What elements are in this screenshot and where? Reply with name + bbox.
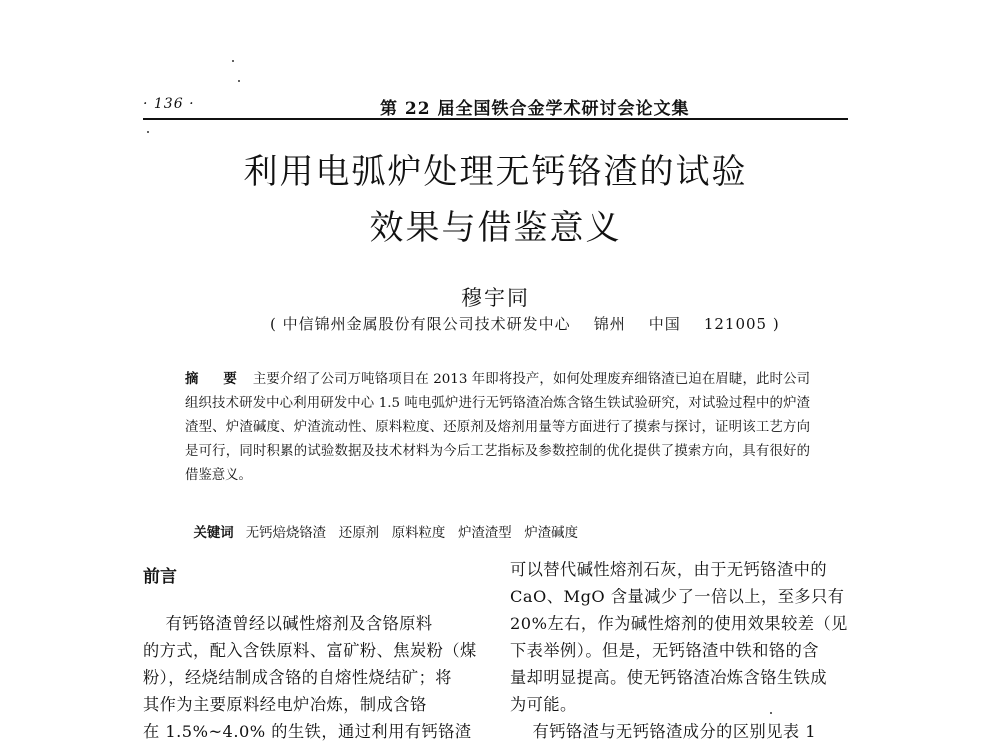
page-number: · 136 ·: [143, 96, 195, 112]
scan-speck: [147, 131, 149, 133]
body-line: 可以替代碱性熔剂石灰，由于无钙铬渣中的: [510, 560, 828, 579]
scan-speck: [238, 80, 240, 82]
scan-speck: [770, 712, 772, 714]
body-line: 有钙铬渣与无钙铬渣成分的区别见表 1: [510, 722, 817, 741]
body-line: 粉），经烧结制成含铬的自熔性烧结矿；将: [143, 668, 452, 687]
keywords: [185, 507, 578, 541]
affiliation: ( 中信锦州金属股份有限公司技术研发中心 锦州 中国 121005 ): [270, 315, 780, 333]
section-heading: 前言: [143, 567, 177, 587]
body-line: 其作为主要原料经电炉冶炼，制成含铬: [143, 695, 427, 714]
body-line: 在 1.5%~4.0% 的生铁，通过利用有钙铬渣: [143, 722, 472, 741]
abstract-label: 摘 要: [185, 371, 247, 387]
body-line: 量却明显提高。使无钙铬渣冶炼含铬生铁成: [510, 668, 828, 687]
journal-header: 第 22 届全国铁合金学术研讨会论文集: [380, 99, 690, 119]
body-line: CaO、MgO 含量减少了一倍以上，至多只有: [510, 587, 845, 606]
body-line: 为可能。: [510, 695, 577, 714]
abstract-text: 主要介绍了公司万吨铬项目在 2013 年即将投产，如何处理废弃细铬渣已迫在眉睫，此时公司组织技术研发中心利用研发中心 1.5 吨电弧炉进行无钙铬渣冶炼含铬生铁试验研究，对试验过程中的炉渣渣型、炉渣碱度、炉渣流动性、原料粒度、还原剂及熔剂用量等方面进行了摸索与探讨，证明该工艺方向是可行，同时积累的试验数据及技术材料为今后工艺指标及参数控制的优化提供了摸索方向，具有很好的借鉴意义。: [185, 372, 810, 483]
body-line: 的方式，配入含铁原料、富矿粉、焦炭粉（煤: [143, 641, 477, 660]
keywords-text: 无钙焙烧铬渣 还原剂 原料粒度 炉渣渣型 炉渣碱度: [245, 526, 578, 541]
header-rule: [143, 118, 848, 120]
body-line: 有钙铬渣曾经以碱性熔剂及含铬原料: [143, 614, 433, 633]
abstract: [185, 367, 810, 488]
body-line: 下表举例）。但是，无钙铬渣中铁和铬的含: [510, 641, 819, 660]
title-line-1: 利用电弧炉处理无钙铬渣的试验: [243, 152, 748, 192]
title-line-2: 效果与借鉴意义: [369, 208, 622, 248]
keywords-label: 关键词: [193, 525, 234, 541]
body-line: 20%左右，作为碱性熔剂的使用效果较差（见: [510, 614, 848, 633]
author: 穆宇同: [461, 286, 530, 310]
scan-speck: [232, 60, 234, 62]
